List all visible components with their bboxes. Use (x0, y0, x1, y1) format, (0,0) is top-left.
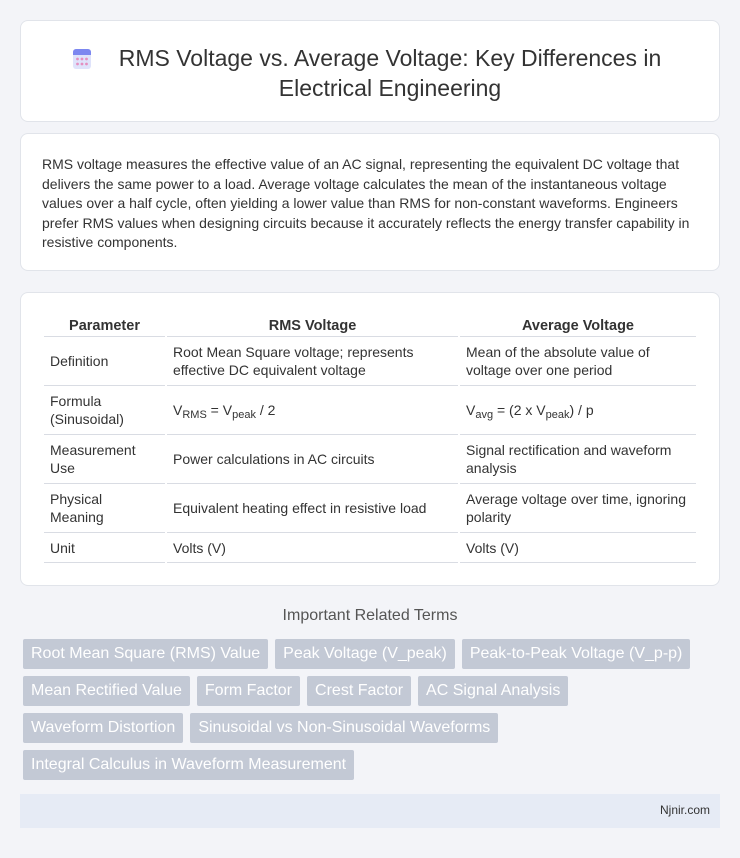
header-rms-voltage: RMS Voltage (167, 315, 458, 337)
table-row (44, 337, 696, 386)
row-rms-formula: $V_{RMS} = V_{peak} / 2$ (167, 386, 458, 435)
comparison-table (42, 315, 698, 563)
header-parameter: Parameter (44, 315, 165, 337)
term-tag[interactable]: Mean Rectified Value (23, 676, 190, 706)
row-rms: Volts (V) (167, 533, 458, 563)
row-avg-formula: $V_{avg} = (2$ x $V_{peak}$) / p (460, 386, 696, 435)
footer (20, 794, 720, 828)
row-param: Physical Meaning (44, 484, 165, 533)
row-avg: Volts (V) (460, 533, 696, 563)
footer-site[interactable]: Njnir.com (659, 803, 710, 817)
table-row (44, 533, 696, 563)
row-param: Unit (44, 533, 165, 563)
table-row (44, 386, 696, 435)
intro-paragraph: RMS voltage measures the effective value of an AC signal, representing the equivalent DC voltage that delivers the same power to a load. Average voltage calculates the mean of the instantaneous voltage values over a half cycle, often yielding a lower value than RMS for non-constant waveforms. Engineers prefer RMS values when designing circuits because it accurately reflects the energy transfer capability in resistive components. (42, 156, 690, 251)
page-title: RMS Voltage vs. Average Voltage: Key Differences in Electrical Engineering (118, 45, 662, 101)
table-row (44, 484, 696, 533)
row-avg: Mean of the absolute value of voltage over one period (460, 337, 696, 386)
table-row (44, 435, 696, 484)
related-terms-heading: Important Related Terms (282, 607, 458, 624)
term-tag[interactable]: Waveform Distortion (23, 713, 183, 743)
table-header-row (44, 315, 696, 337)
term-tag[interactable]: AC Signal Analysis (418, 676, 568, 706)
row-param: Formula (Sinusoidal) (44, 386, 165, 435)
term-tag[interactable]: Peak Voltage (V_peak) (275, 639, 455, 669)
row-avg: Signal rectification and waveform analysis (460, 435, 696, 484)
row-avg: Average voltage over time, ignoring polarity (460, 484, 696, 533)
term-tag[interactable]: Sinusoidal vs Non-Sinusoidal Waveforms (190, 713, 498, 743)
intro-card (20, 133, 720, 271)
row-param: Measurement Use (44, 435, 165, 484)
term-tag[interactable]: Form Factor (197, 676, 300, 706)
title-card (20, 20, 720, 122)
row-rms: Root Mean Square voltage; represents effective DC equivalent voltage (167, 337, 458, 386)
row-rms: Power calculations in AC circuits (167, 435, 458, 484)
term-tag[interactable]: Root Mean Square (RMS) Value (23, 639, 268, 669)
term-tag[interactable]: Integral Calculus in Waveform Measurement (23, 750, 354, 780)
row-rms: Equivalent heating effect in resistive load (167, 484, 458, 533)
related-terms-list (23, 639, 713, 780)
comparison-table-card (20, 292, 720, 586)
term-tag[interactable]: Peak-to-Peak Voltage (V_p-p) (462, 639, 691, 669)
header-average-voltage: Average Voltage (460, 315, 696, 337)
row-param: Definition (44, 337, 165, 386)
term-tag[interactable]: Crest Factor (307, 676, 411, 706)
